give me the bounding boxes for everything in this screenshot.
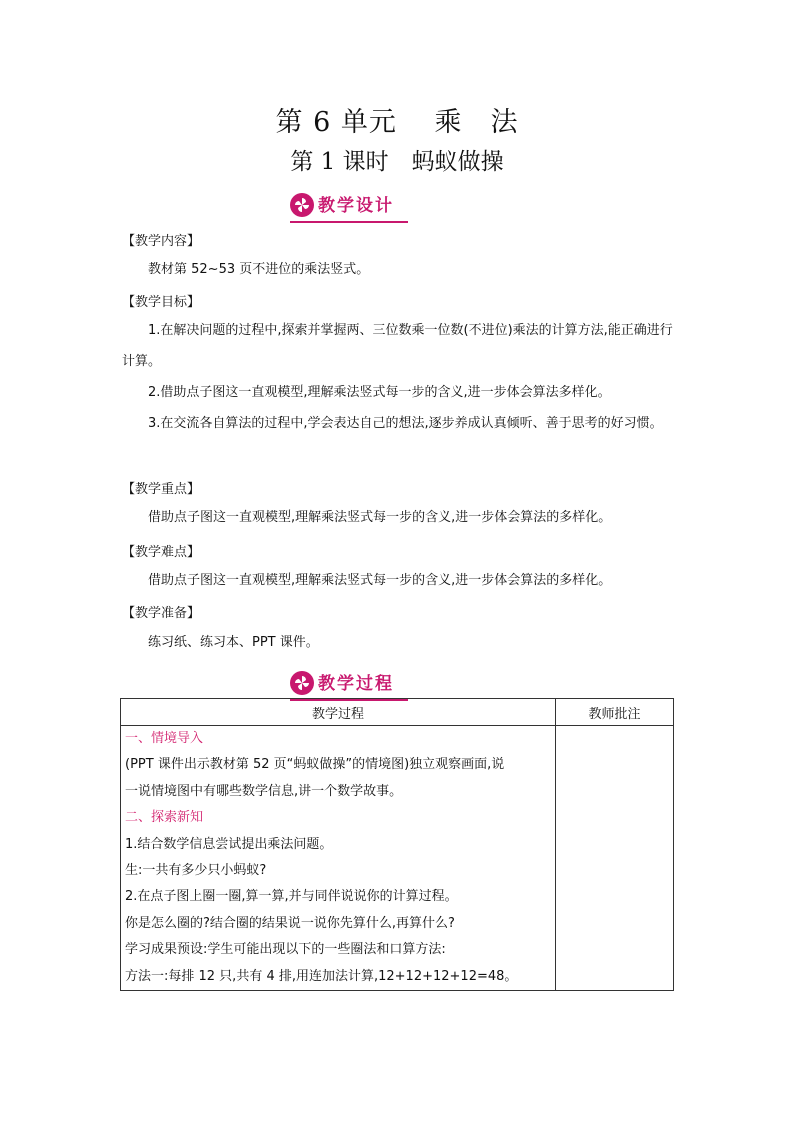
process-cell [121, 726, 556, 991]
process-line: (PPT 课件出示教材第 52 页“蚂蚁做操”的情境图)独立观察画面,说 [125, 757, 505, 773]
key-heading: 【教学重点】 [122, 482, 201, 497]
section-label: 二、探索新知 [125, 810, 204, 826]
process-line: 一说情境图中有哪些数学信息,讲一个数学故事。 [125, 783, 403, 799]
process-line: 1.结合数学信息尝试提出乘法问题。 [125, 836, 333, 852]
col-header-process: 教学过程 [121, 699, 556, 726]
badge-label: 教学过程 [316, 669, 408, 697]
badge-teaching-process [291, 669, 408, 697]
goal-3: 3.在交流各自算法的过程中,学会表达自己的想法,逐步养成认真倾听、善于思考的好习惯。 [148, 416, 663, 431]
notes-cell [556, 726, 674, 991]
badge-teaching-design [291, 191, 408, 219]
process-line: 你是怎么圈的?结合圈的结果说一说你先算什么,再算什么? [125, 915, 455, 931]
process-line: 2.在点子图上圈一圈,算一算,并与同伴说说你的计算过程。 [125, 889, 458, 905]
difficult-heading: 【教学难点】 [122, 545, 201, 560]
prep-heading: 【教学准备】 [122, 606, 201, 621]
difficult-text: 借助点子图这一直观模型,理解乘法竖式每一步的含义,进一步体会算法的多样化。 [148, 573, 612, 588]
process-line: 学习成果预设:学生可能出现以下的一些圈法和口算方法: [125, 942, 446, 958]
goal-1: 1.在解决问题的过程中,探索并掌握两、三位数乘一位数(不进位)乘法的计算方法,能正确进行计算。 [122, 323, 673, 369]
badge-label: 教学设计 [316, 191, 408, 219]
goal-2: 2.借助点子图这一直观模型,理解乘法竖式每一步的含义,进一步体会算法多样化。 [148, 385, 611, 400]
pinwheel-icon [291, 194, 313, 216]
content-text: 教材第 52~53 页不进位的乘法竖式。 [148, 262, 370, 277]
pinwheel-icon [291, 672, 313, 694]
unit-title: 第 6 单元 乘 法 [275, 107, 519, 138]
col-header-notes: 教师批注 [556, 699, 674, 726]
process-line: 方法一:每排 12 只,共有 4 排,用连加法计算,12+12+12+12=48。 [125, 968, 518, 984]
content-heading: 【教学内容】 [122, 234, 201, 249]
process-line: 生:一共有多少只小蚂蚁? [125, 863, 267, 879]
section-label: 一、情境导入 [125, 731, 204, 746]
process-table [120, 698, 674, 991]
key-text: 借助点子图这一直观模型,理解乘法竖式每一步的含义,进一步体会算法的多样化。 [148, 510, 612, 525]
prep-text: 练习纸、练习本、PPT 课件。 [148, 635, 319, 650]
lesson-title: 第 1 课时 蚂蚁做操 [290, 149, 504, 175]
goals-heading: 【教学目标】 [122, 295, 201, 310]
